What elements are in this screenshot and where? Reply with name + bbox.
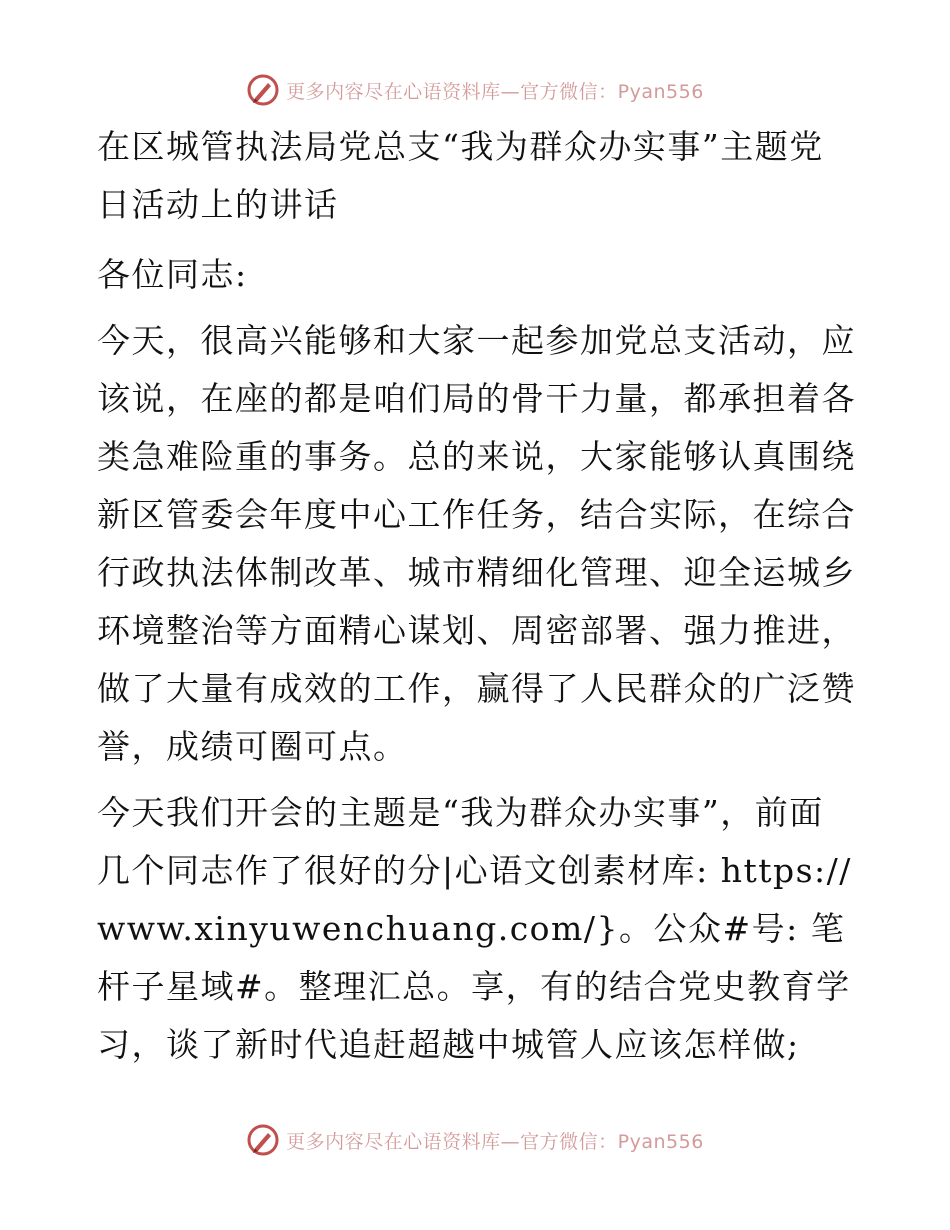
document-title: 在区城管执法局党总支“我为群众办实事”主题党日活动上的讲话 <box>97 127 824 224</box>
paragraph-greeting: 各位同志: <box>97 255 248 294</box>
pen-logo-icon <box>246 73 280 107</box>
header-watermark <box>0 70 950 110</box>
footer-watermark <box>0 1120 950 1160</box>
header-watermark-text: 更多内容尽在心语资料库—官方微信：Pyan556 <box>286 80 704 103</box>
document-body <box>97 118 857 1082</box>
footer-watermark-text: 更多内容尽在心语资料库—官方微信：Pyan556 <box>286 1130 704 1153</box>
pen-logo-icon <box>246 1123 280 1157</box>
paragraph-2: 今天我们开会的主题是“我为群众办实事”，前面几个同志作了很好的分|心语文创素材库: https://www.xinyuwenchuang.com/}。公众#号: 笔杆子星域#。整理汇总。享，有的结合党史教育学习，谈了新时代追赶超越中城管人应该怎样做; <box>97 793 852 1064</box>
paragraph-1: 今天，很高兴能够和大家一起参加党总支活动，应该说，在座的都是咱们局的骨干力量，都承担着各类急难险重的事务。总的来说，大家能够认真围绕新区管委会年度中心工作任务，结合实际，在综合行政执法体制改革、城市精细化管理、迎全运城乡环境整治等方面精心谋划、周密部署、强力推进，做了大量有成效的工作，赢得了人民群众的广泛赞誉，成绩可圈可点。 <box>97 321 856 766</box>
